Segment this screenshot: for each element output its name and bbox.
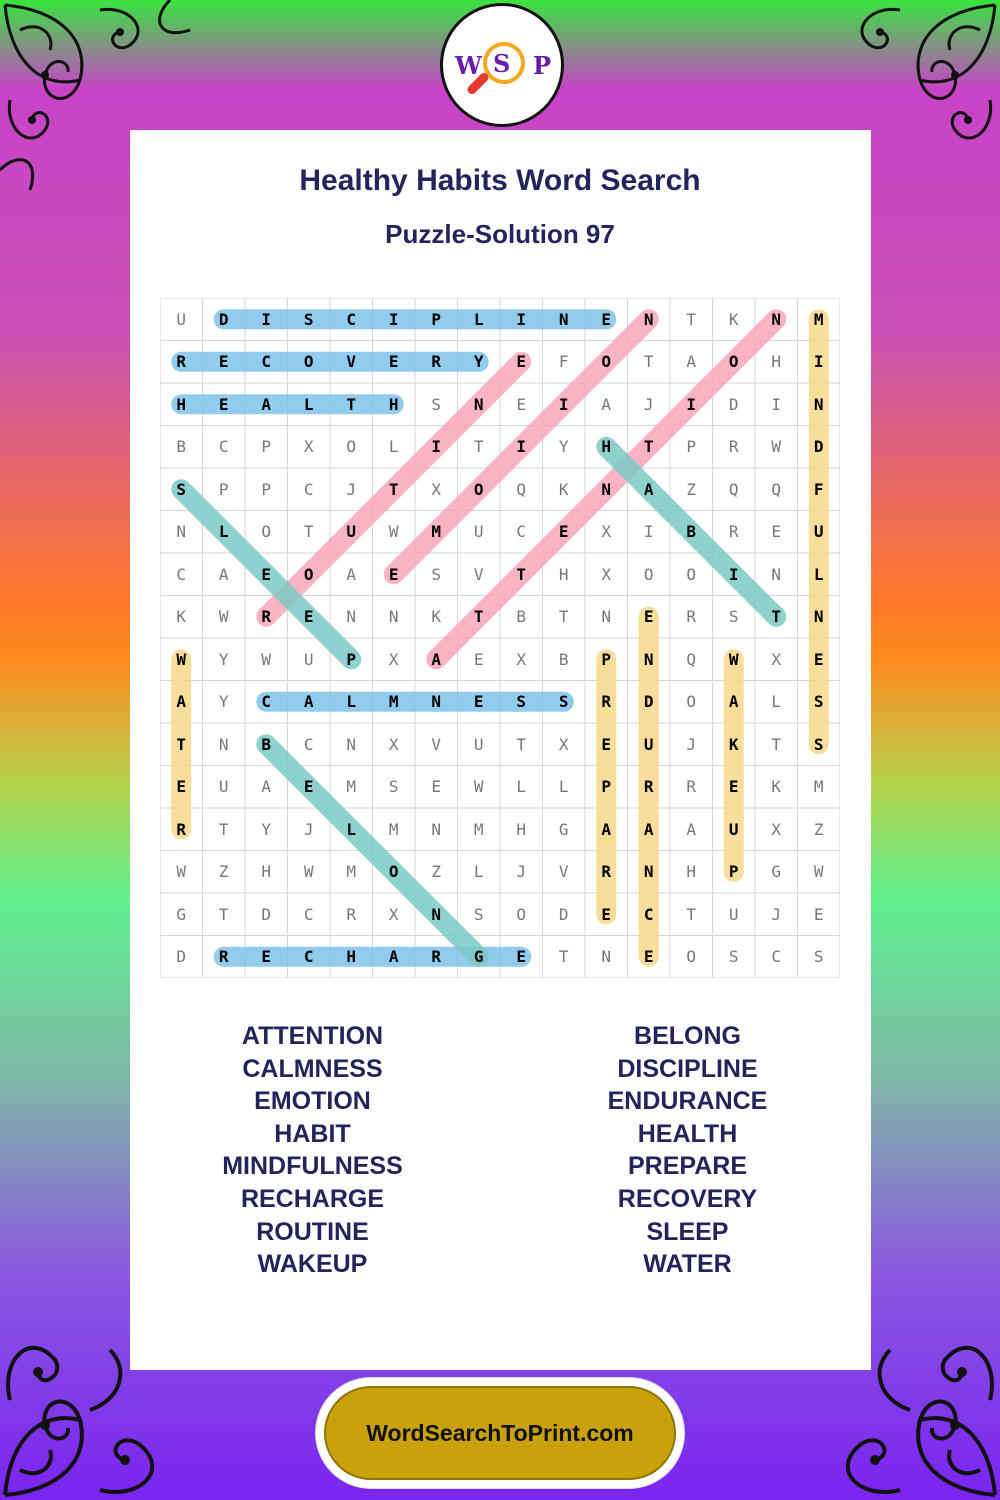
grid-cell[interactable]: X: [601, 564, 612, 584]
grid-cell[interactable]: S: [813, 692, 824, 712]
grid-cell[interactable]: S: [728, 947, 739, 967]
grid-cell[interactable]: A: [261, 394, 272, 414]
grid-cell[interactable]: W: [176, 649, 187, 669]
grid-cell[interactable]: T: [516, 564, 527, 584]
logo-letter-s: S: [493, 49, 511, 78]
grid-cell[interactable]: N: [388, 607, 399, 627]
grid-cell[interactable]: C: [516, 522, 527, 542]
site-link[interactable]: WordSearchToPrint.com: [324, 1386, 676, 1480]
grid-cell[interactable]: N: [431, 904, 442, 924]
grid-cell[interactable]: T: [218, 904, 229, 924]
grid-cell[interactable]: B: [176, 437, 187, 457]
grid-cell[interactable]: P: [601, 649, 612, 669]
grid-cell[interactable]: W: [473, 777, 484, 797]
letter-grid: [160, 298, 840, 978]
grid-cell[interactable]: K: [558, 479, 569, 499]
grid-cell[interactable]: R: [686, 777, 697, 797]
grid-cell[interactable]: I: [686, 394, 697, 414]
grid-cell[interactable]: R: [176, 819, 187, 839]
grid-cell[interactable]: A: [218, 564, 229, 584]
grid-cell[interactable]: S: [431, 394, 442, 414]
grid-cell[interactable]: E: [601, 904, 612, 924]
grid-cell[interactable]: D: [218, 309, 229, 329]
grid-cell[interactable]: I: [771, 394, 782, 414]
grid-cell[interactable]: W: [176, 862, 187, 882]
grid-cell[interactable]: A: [261, 777, 272, 797]
grid-cell[interactable]: P: [431, 309, 442, 329]
grid-cell[interactable]: L: [473, 862, 484, 882]
grid-cell[interactable]: T: [771, 734, 782, 754]
grid-cell[interactable]: K: [728, 734, 739, 754]
grid-cell[interactable]: E: [431, 777, 442, 797]
grid-cell[interactable]: I: [388, 309, 399, 329]
grid-cell[interactable]: U: [346, 522, 357, 542]
grid-cell[interactable]: T: [218, 819, 229, 839]
grid-cell[interactable]: U: [813, 522, 824, 542]
grid-cell[interactable]: L: [516, 777, 527, 797]
grid-cell[interactable]: C: [261, 692, 272, 712]
logo-letter-w: W: [455, 51, 482, 80]
grid-cell[interactable]: E: [601, 734, 612, 754]
grid-cell[interactable]: I: [516, 309, 527, 329]
grid-cell[interactable]: K: [176, 607, 187, 627]
grid-cell[interactable]: C: [261, 352, 272, 372]
grid-cell[interactable]: T: [686, 309, 697, 329]
grid-cell[interactable]: X: [388, 649, 399, 669]
grid-cell[interactable]: T: [643, 352, 654, 372]
grid-cell[interactable]: O: [303, 352, 314, 372]
grid-cell[interactable]: C: [771, 947, 782, 967]
grid-cell[interactable]: F: [558, 352, 569, 372]
word-list-item: HEALTH: [637, 1119, 738, 1148]
grid-cell[interactable]: O: [643, 564, 654, 584]
grid-cell[interactable]: U: [176, 309, 187, 329]
grid-cell[interactable]: S: [728, 607, 739, 627]
grid-cell[interactable]: R: [686, 607, 697, 627]
grid-cell[interactable]: U: [303, 649, 314, 669]
word-list-item: EMOTION: [254, 1087, 371, 1116]
grid-cell[interactable]: T: [516, 734, 527, 754]
word-list-item: ROUTINE: [256, 1217, 369, 1246]
grid-cell[interactable]: Q: [728, 479, 739, 499]
grid-cell[interactable]: M: [388, 819, 399, 839]
grid-cell[interactable]: U: [728, 819, 739, 839]
word-list-item: WAKEUP: [257, 1250, 368, 1279]
grid-cell[interactable]: W: [303, 862, 314, 882]
grid-cell[interactable]: E: [261, 947, 272, 967]
grid-cell[interactable]: R: [601, 692, 612, 712]
grid-cell[interactable]: N: [771, 309, 782, 329]
grid-cell[interactable]: J: [303, 819, 314, 839]
grid-cell[interactable]: D: [261, 904, 272, 924]
grid-cell[interactable]: Z: [431, 862, 442, 882]
grid-cell[interactable]: A: [176, 692, 187, 712]
grid-cell[interactable]: G: [473, 947, 484, 967]
grid-cell[interactable]: T: [558, 607, 569, 627]
grid-cell[interactable]: T: [346, 394, 357, 414]
grid-cell[interactable]: A: [388, 947, 399, 967]
grid-cell[interactable]: Y: [261, 819, 272, 839]
grid-cell[interactable]: Y: [218, 649, 229, 669]
grid-cell[interactable]: L: [303, 394, 314, 414]
grid-cell[interactable]: N: [601, 479, 612, 499]
grid-cell[interactable]: Y: [218, 692, 229, 712]
word-list-left: [150, 1020, 475, 1281]
grid-cell[interactable]: O: [686, 692, 697, 712]
grid-cell[interactable]: S: [813, 734, 824, 754]
grid-cell[interactable]: C: [176, 564, 187, 584]
grid-cell[interactable]: D: [558, 904, 569, 924]
grid-cell[interactable]: C: [303, 479, 314, 499]
grid-cell[interactable]: N: [601, 947, 612, 967]
grid-cell[interactable]: X: [431, 479, 442, 499]
grid-cell[interactable]: R: [601, 862, 612, 882]
grid-cell[interactable]: T: [473, 437, 484, 457]
word-list-item: BELONG: [634, 1022, 741, 1050]
grid-cell[interactable]: O: [686, 564, 697, 584]
grid-cell[interactable]: L: [388, 437, 399, 457]
grid-cell[interactable]: U: [218, 777, 229, 797]
grid-cell[interactable]: N: [431, 692, 442, 712]
grid-cell[interactable]: B: [558, 649, 569, 669]
grid-cell[interactable]: Q: [516, 479, 527, 499]
grid-cell[interactable]: B: [261, 734, 272, 754]
word-list-item: ATTENTION: [241, 1022, 384, 1050]
grid-cell[interactable]: A: [728, 692, 739, 712]
grid-cell[interactable]: R: [431, 947, 442, 967]
grid-cell[interactable]: W: [813, 862, 824, 882]
site-logo[interactable]: [440, 3, 564, 127]
grid-cell[interactable]: G: [558, 819, 569, 839]
grid-cell[interactable]: E: [473, 692, 484, 712]
grid-cell[interactable]: U: [643, 734, 654, 754]
grid-cell[interactable]: S: [558, 692, 569, 712]
grid-cell[interactable]: O: [601, 352, 612, 372]
grid-cell[interactable]: N: [601, 607, 612, 627]
grid-cell[interactable]: D: [643, 692, 654, 712]
grid-cell[interactable]: I: [558, 394, 569, 414]
grid-cell[interactable]: G: [771, 862, 782, 882]
grid-cell[interactable]: H: [516, 819, 527, 839]
grid-cell[interactable]: Z: [686, 479, 697, 499]
grid-cell[interactable]: X: [771, 649, 782, 669]
grid-cell[interactable]: J: [346, 479, 357, 499]
grid-cell[interactable]: N: [346, 607, 357, 627]
word-list-item: RECOVERY: [617, 1184, 758, 1213]
grid-cell[interactable]: X: [516, 649, 527, 669]
grid-cell[interactable]: E: [643, 947, 654, 967]
grid-cell[interactable]: L: [558, 777, 569, 797]
grid-cell[interactable]: C: [218, 437, 229, 457]
grid-cell[interactable]: N: [813, 607, 824, 627]
grid-cell[interactable]: P: [346, 649, 357, 669]
word-list-item: MINDFULNESS: [222, 1152, 403, 1181]
grid-cell[interactable]: J: [686, 734, 697, 754]
grid-cell[interactable]: H: [686, 862, 697, 882]
grid-cell[interactable]: D: [728, 394, 739, 414]
grid-cell[interactable]: M: [431, 522, 442, 542]
grid-cell[interactable]: I: [728, 564, 739, 584]
grid-cell[interactable]: O: [473, 479, 484, 499]
grid-cell[interactable]: S: [431, 564, 442, 584]
grid-cell[interactable]: A: [686, 819, 697, 839]
grid-cell[interactable]: W: [261, 649, 272, 669]
grid-cell[interactable]: C: [303, 734, 314, 754]
grid-cell[interactable]: X: [303, 437, 314, 457]
grid-cell[interactable]: T: [771, 607, 782, 627]
grid-cell[interactable]: T: [558, 947, 569, 967]
word-list-item: WATER: [643, 1250, 732, 1279]
grid-cell[interactable]: E: [473, 649, 484, 669]
grid-cell[interactable]: M: [473, 819, 484, 839]
page-subtitle: Puzzle-Solution 97: [385, 219, 615, 249]
grid-cell[interactable]: P: [686, 437, 697, 457]
word-list-right: [525, 1020, 850, 1281]
grid-cell[interactable]: W: [388, 522, 399, 542]
grid-cell[interactable]: W: [771, 437, 782, 457]
grid-cell[interactable]: E: [643, 607, 654, 627]
grid-cell[interactable]: A: [303, 692, 314, 712]
grid-cell[interactable]: A: [643, 819, 654, 839]
word-list-item: RECHARGE: [240, 1184, 385, 1213]
logo-letter-p: P: [533, 51, 552, 80]
grid-cell[interactable]: T: [388, 479, 399, 499]
grid-cell[interactable]: U: [473, 522, 484, 542]
word-list-item: DISCIPLINE: [617, 1054, 758, 1083]
grid-cell[interactable]: J: [643, 394, 654, 414]
grid-cell[interactable]: R: [261, 607, 272, 627]
grid-cell[interactable]: A: [431, 649, 442, 669]
grid-cell[interactable]: U: [728, 904, 739, 924]
grid-cell[interactable]: V: [346, 352, 357, 372]
grid-cell[interactable]: E: [813, 904, 824, 924]
grid-cell[interactable]: R: [728, 522, 739, 542]
grid-cell[interactable]: O: [388, 862, 399, 882]
grid-cell[interactable]: L: [771, 692, 782, 712]
grid-cell[interactable]: N: [813, 394, 824, 414]
word-list-item: PREPARE: [627, 1152, 747, 1181]
grid-cell[interactable]: I: [813, 352, 824, 372]
grid-cell[interactable]: C: [643, 904, 654, 924]
grid-cell[interactable]: R: [431, 352, 442, 372]
grid-cell[interactable]: X: [388, 734, 399, 754]
grid-cell[interactable]: E: [516, 394, 527, 414]
grid-cell[interactable]: W: [218, 607, 229, 627]
grid-cell[interactable]: E: [516, 352, 527, 372]
grid-cell[interactable]: T: [643, 437, 654, 457]
grid-cell[interactable]: R: [218, 947, 229, 967]
grid-cell[interactable]: I: [643, 522, 654, 542]
grid-cell[interactable]: D: [813, 437, 824, 457]
grid-cell[interactable]: A: [643, 479, 654, 499]
grid-cell[interactable]: J: [771, 904, 782, 924]
grid-cell[interactable]: H: [261, 862, 272, 882]
grid-cell[interactable]: O: [346, 437, 357, 457]
grid-cell[interactable]: N: [643, 862, 654, 882]
grid-cell[interactable]: V: [473, 564, 484, 584]
grid-cell[interactable]: K: [431, 607, 442, 627]
grid-cell[interactable]: F: [813, 479, 824, 499]
grid-cell[interactable]: I: [516, 437, 527, 457]
grid-cell[interactable]: L: [813, 564, 824, 584]
grid-cell[interactable]: T: [686, 904, 697, 924]
grid-cell[interactable]: L: [218, 522, 229, 542]
grid-cell[interactable]: M: [346, 777, 357, 797]
grid-cell[interactable]: L: [346, 692, 357, 712]
grid-cell[interactable]: C: [303, 904, 314, 924]
grid-cell[interactable]: R: [176, 352, 187, 372]
grid-cell[interactable]: T: [303, 522, 314, 542]
grid-cell[interactable]: O: [516, 904, 527, 924]
grid-cell[interactable]: E: [218, 394, 229, 414]
grid-cell[interactable]: K: [728, 309, 739, 329]
grid-cell[interactable]: H: [346, 947, 357, 967]
grid-cell[interactable]: Y: [558, 437, 569, 457]
grid-cell[interactable]: N: [771, 564, 782, 584]
grid-cell[interactable]: V: [558, 862, 569, 882]
grid-cell[interactable]: O: [686, 947, 697, 967]
grid-cell[interactable]: M: [346, 862, 357, 882]
grid-cell[interactable]: L: [346, 819, 357, 839]
grid-cell[interactable]: D: [176, 947, 187, 967]
grid-cell[interactable]: H: [771, 352, 782, 372]
grid-cell[interactable]: N: [473, 394, 484, 414]
grid-cell[interactable]: H: [558, 564, 569, 584]
grid-cell[interactable]: N: [558, 309, 569, 329]
word-list-item: SLEEP: [646, 1217, 729, 1246]
word-list-item: ENDURANCE: [607, 1087, 768, 1116]
grid-cell[interactable]: J: [516, 862, 527, 882]
grid-cell[interactable]: A: [601, 819, 612, 839]
grid-cell[interactable]: P: [601, 777, 612, 797]
grid-cell[interactable]: E: [303, 777, 314, 797]
grid-cell[interactable]: E: [813, 649, 824, 669]
grid-cell[interactable]: A: [346, 564, 357, 584]
word-list-item: HABIT: [274, 1119, 351, 1148]
grid-cell[interactable]: T: [176, 734, 187, 754]
grid-cell[interactable]: E: [388, 352, 399, 372]
grid-cell[interactable]: H: [176, 394, 187, 414]
grid-cell[interactable]: C: [346, 309, 357, 329]
grid-cell[interactable]: X: [601, 522, 612, 542]
grid-cell[interactable]: E: [261, 564, 272, 584]
grid-cell[interactable]: S: [516, 692, 527, 712]
grid-cell[interactable]: E: [516, 947, 527, 967]
grid-cell[interactable]: P: [261, 479, 272, 499]
grid-cell[interactable]: S: [388, 777, 399, 797]
grid-cell[interactable]: Y: [473, 352, 484, 372]
grid-cell[interactable]: O: [303, 564, 314, 584]
grid-cell[interactable]: X: [558, 734, 569, 754]
page-title: Healthy Habits Word Search: [299, 164, 701, 197]
grid-cell[interactable]: S: [176, 479, 187, 499]
grid-cell[interactable]: E: [601, 309, 612, 329]
grid-cell[interactable]: Z: [218, 862, 229, 882]
grid-cell[interactable]: N: [176, 522, 187, 542]
grid-cell[interactable]: R: [643, 777, 654, 797]
grid-cell[interactable]: B: [516, 607, 527, 627]
grid-cell[interactable]: E: [558, 522, 569, 542]
grid-cell[interactable]: E: [771, 522, 782, 542]
grid-cell[interactable]: N: [643, 309, 654, 329]
grid-cell[interactable]: N: [218, 734, 229, 754]
grid-cell[interactable]: W: [728, 649, 739, 669]
grid-cell[interactable]: O: [261, 522, 272, 542]
grid-cell[interactable]: R: [728, 437, 739, 457]
grid-cell[interactable]: A: [601, 394, 612, 414]
grid-cell[interactable]: E: [728, 777, 739, 797]
grid-cell[interactable]: E: [218, 352, 229, 372]
grid-cell[interactable]: E: [176, 777, 187, 797]
grid-cell[interactable]: M: [813, 777, 824, 797]
grid-cell[interactable]: N: [431, 819, 442, 839]
grid-cell[interactable]: N: [643, 649, 654, 669]
grid-cell[interactable]: P: [261, 437, 272, 457]
grid-cell[interactable]: O: [728, 352, 739, 372]
grid-cell[interactable]: R: [346, 904, 357, 924]
grid-cell[interactable]: L: [473, 309, 484, 329]
grid-cell[interactable]: G: [176, 904, 187, 924]
grid-cell[interactable]: E: [388, 564, 399, 584]
grid-cell[interactable]: M: [388, 692, 399, 712]
grid-cell[interactable]: Z: [813, 819, 824, 839]
grid-cell[interactable]: H: [388, 394, 399, 414]
grid-cell[interactable]: P: [728, 862, 739, 882]
grid-cell[interactable]: N: [346, 734, 357, 754]
grid-cell[interactable]: T: [473, 607, 484, 627]
grid-cell[interactable]: P: [218, 479, 229, 499]
grid-cell[interactable]: B: [686, 522, 697, 542]
grid-cell[interactable]: C: [303, 947, 314, 967]
grid-cell[interactable]: K: [771, 777, 782, 797]
grid-cell[interactable]: S: [303, 309, 314, 329]
grid-cell[interactable]: U: [473, 734, 484, 754]
grid-cell[interactable]: X: [388, 904, 399, 924]
grid-cell[interactable]: A: [686, 352, 697, 372]
word-list-item: CALMNESS: [242, 1054, 383, 1083]
grid-cell[interactable]: E: [303, 607, 314, 627]
grid-cell[interactable]: S: [813, 947, 824, 967]
grid-cell[interactable]: V: [431, 734, 442, 754]
grid-cell[interactable]: X: [771, 819, 782, 839]
grid-cell[interactable]: I: [431, 437, 442, 457]
grid-cell[interactable]: S: [473, 904, 484, 924]
grid-cell[interactable]: M: [813, 309, 824, 329]
grid-cell[interactable]: Q: [686, 649, 697, 669]
grid-cell[interactable]: Q: [771, 479, 782, 499]
grid-cell[interactable]: H: [601, 437, 612, 457]
grid-cell[interactable]: I: [261, 309, 272, 329]
